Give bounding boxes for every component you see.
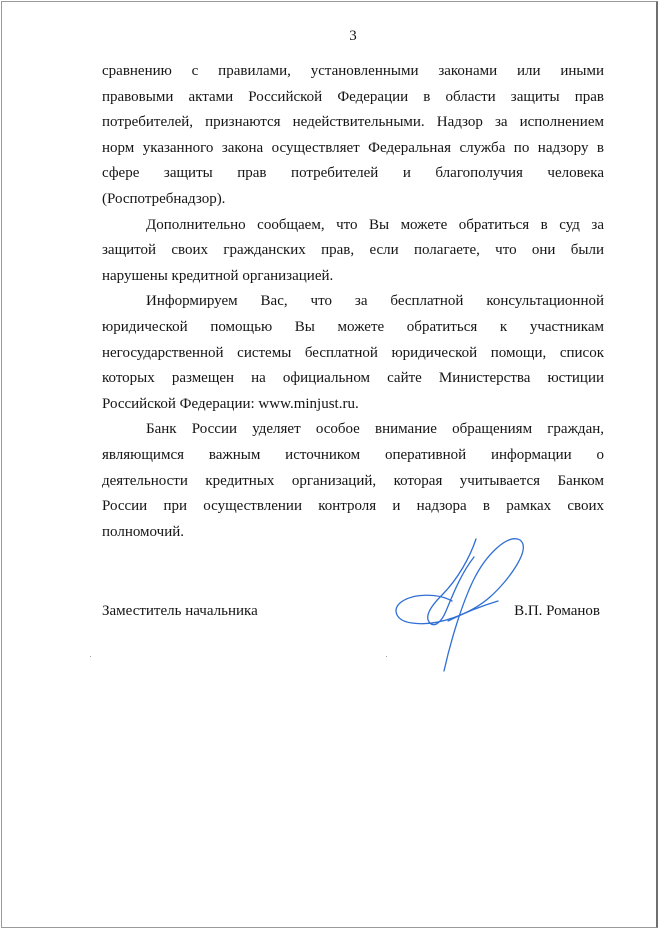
text-line: полномочий. bbox=[102, 523, 185, 540]
scan-speck bbox=[90, 656, 91, 657]
document-page bbox=[1, 1, 658, 928]
paragraph-3 bbox=[102, 289, 604, 417]
text-line: потребителей, признаются недействительными. Надзор за исполнением bbox=[102, 114, 604, 131]
text-line: правовыми актами Российской Федерации в области защиты прав bbox=[102, 88, 604, 105]
text-line: Банк России уделяет особое внимание обращениям граждан, bbox=[146, 421, 604, 438]
text-line: сфере защиты прав потребителей и благополучия человека bbox=[102, 165, 604, 182]
text-line: деятельности кредитных организаций, которая учитывается Банком bbox=[102, 472, 604, 489]
text-line: сравнению с правилами, установленными законами или иными bbox=[102, 63, 604, 79]
paragraph-1 bbox=[102, 59, 604, 213]
paragraph-2 bbox=[102, 213, 604, 290]
scan-speck bbox=[386, 656, 387, 657]
text-line: Информируем Вас, что за бесплатной консультационной bbox=[146, 293, 604, 310]
text-line: России при осуществлении контроля и надзора в рамках своих bbox=[102, 498, 604, 515]
text-line: юридической помощью Вы можете обратиться к участникам bbox=[102, 318, 604, 335]
letter-text bbox=[102, 59, 604, 545]
text-line: норм указанного закона осуществляет Федеральная служба по надзору в bbox=[102, 139, 604, 156]
signer-name: В.П. Романов bbox=[514, 603, 600, 619]
text-line: являющимся важным источником оперативной информации о bbox=[102, 446, 604, 463]
text-line: которых размещен на официальном сайте Министерства юстиции bbox=[102, 370, 604, 387]
paragraph-4 bbox=[102, 417, 604, 545]
text-line: Дополнительно сообщаем, что Вы можете обратиться в суд за bbox=[146, 216, 604, 233]
handwritten-signature bbox=[390, 535, 530, 675]
signer-position: Заместитель начальника bbox=[102, 603, 258, 619]
text-line: нарушены кредитной организацией. bbox=[102, 267, 334, 284]
text-line: Российской Федерации: www.minjust.ru. bbox=[102, 395, 359, 412]
text-line: (Роспотребнадзор). bbox=[102, 190, 226, 207]
page-number: 3 bbox=[349, 28, 357, 44]
text-line: защитой своих гражданских прав, если полагаете, что они были bbox=[102, 242, 604, 259]
text-line: негосударственной системы бесплатной юридической помощи, список bbox=[102, 344, 604, 361]
